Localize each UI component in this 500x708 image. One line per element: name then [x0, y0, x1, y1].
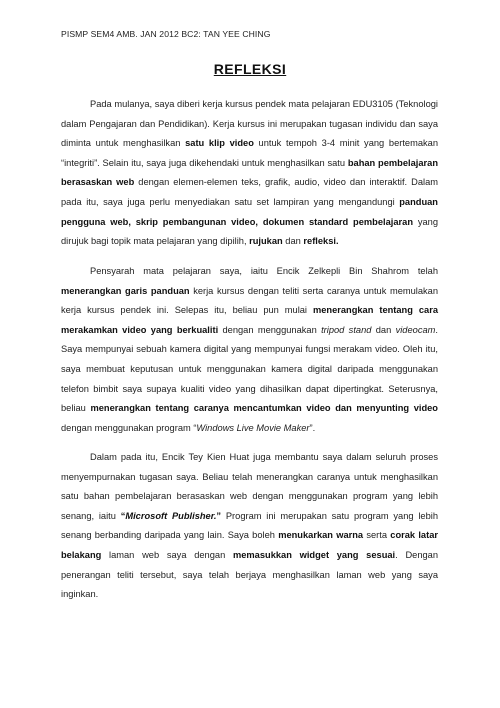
- text-run: menukarkan warna: [278, 530, 364, 541]
- text-run: dengan menggunakan program “: [61, 422, 197, 433]
- text-run: dengan menggunakan: [218, 324, 322, 335]
- text-run: memasukkan widget yang sesuai: [232, 549, 396, 560]
- text-run: videocam: [395, 324, 436, 335]
- text-run: rujukan: [249, 236, 283, 247]
- text-run: satu klip video: [185, 138, 254, 149]
- text-run: untuk tempoh 3-4 minit yang bertemakan “integriti”. Selain itu, saya juga dikehendaki untuk menghasilkan satu: [61, 138, 438, 168]
- paragraph-1-text: [61, 95, 438, 252]
- text-run: kerja kursus dengan teliti serta caranya untuk memulakan kerja kursus pendek ini. Selepas itu, beliau pun mulai: [61, 285, 439, 316]
- text-run: panduan pengguna web, skrip pembangunan video, dokumen standard pembelajaran: [61, 196, 438, 227]
- text-run: corak latar belakang: [61, 530, 438, 560]
- text-run: Program ini merupakan satu program yang lebih senang berbanding daripada yang lain. Saya boleh: [61, 510, 438, 541]
- text-run: bahan pembelajaran berasaskan web: [61, 157, 438, 188]
- text-run: Dalam pada itu, Encik Tey Kien Huat juga membantu saya dalam seluruh proses menyempurnakan tugasan saya. Beliau telah menerangkan caranya untuk menghasilkan satu bahan pembelajaran berasaskan web dengan menggunakan program yang lebih senang, iaitu: [61, 452, 438, 521]
- text-run: ”: [216, 510, 222, 521]
- paragraph-3: [61, 448, 438, 605]
- text-run: laman web saya dengan: [101, 549, 233, 560]
- paragraph-1: [61, 95, 438, 252]
- text-run: . Dengan penerangan teliti tersebut, saya telah berjaya menghasilkan laman web yang saya inginkan.: [61, 549, 439, 600]
- text-run: refleksi.: [303, 236, 339, 247]
- text-run: menerangkan garis panduan: [61, 285, 190, 296]
- text-run: dan: [282, 236, 304, 247]
- text-run: menerangkan tentang cara merakamkan video yang berkualiti: [61, 305, 438, 335]
- text-run: Windows Live Movie Maker: [196, 422, 310, 433]
- text-run: serta: [363, 530, 391, 541]
- text-run: menerangkan tentang caranya mencantumkan video dan menyunting video: [90, 403, 438, 414]
- text-run: yang dirujuk bagi topik mata pelajaran yang dipilih,: [61, 216, 438, 247]
- text-run: dengan elemen-elemen teks, grafik, audio, video dan interaktif. Dalam pada itu, saya juga perlu menyediakan satu set lampiran yang mengandungi: [61, 177, 438, 207]
- paragraph-2-text: [61, 262, 438, 438]
- text-run: Pensyarah mata pelajaran saya, iaitu Encik Zelkepli Bin Shahrom telah: [90, 266, 438, 276]
- text-run: Microsoft Publisher.: [125, 510, 217, 521]
- text-run: dan: [371, 324, 396, 335]
- text-run: Pada mulanya, saya diberi kerja kursus pendek mata pelajaran EDU3105 (Teknologi dalam Pengajaran dan Pendidikan). Kerja kursus ini merupakan tugasan individu dan saya diminta untuk menghasilkan: [61, 99, 438, 149]
- text-run: “: [120, 510, 126, 521]
- page-title: REFLEKSI: [213, 61, 287, 77]
- text-run: . Saya mempunyai sebuah kamera digital yang mempunyai fungsi merakam video. Oleh itu, saya membuat keputusan untuk menggunakan kamera digital daripada menggunakan telefon bimbit saya supaya kualiti video yang dihasilkan dapat dipertingkat. Seterusnya, beliau: [61, 324, 438, 414]
- text-run: ”.: [309, 422, 316, 433]
- text-run: tripod stand: [321, 324, 372, 335]
- paragraph-2: [61, 262, 438, 438]
- paragraph-3-text: [61, 448, 438, 605]
- page-header: PISMP SEM4 AMB. JAN 2012 BC2: TAN YEE CHING: [61, 29, 271, 39]
